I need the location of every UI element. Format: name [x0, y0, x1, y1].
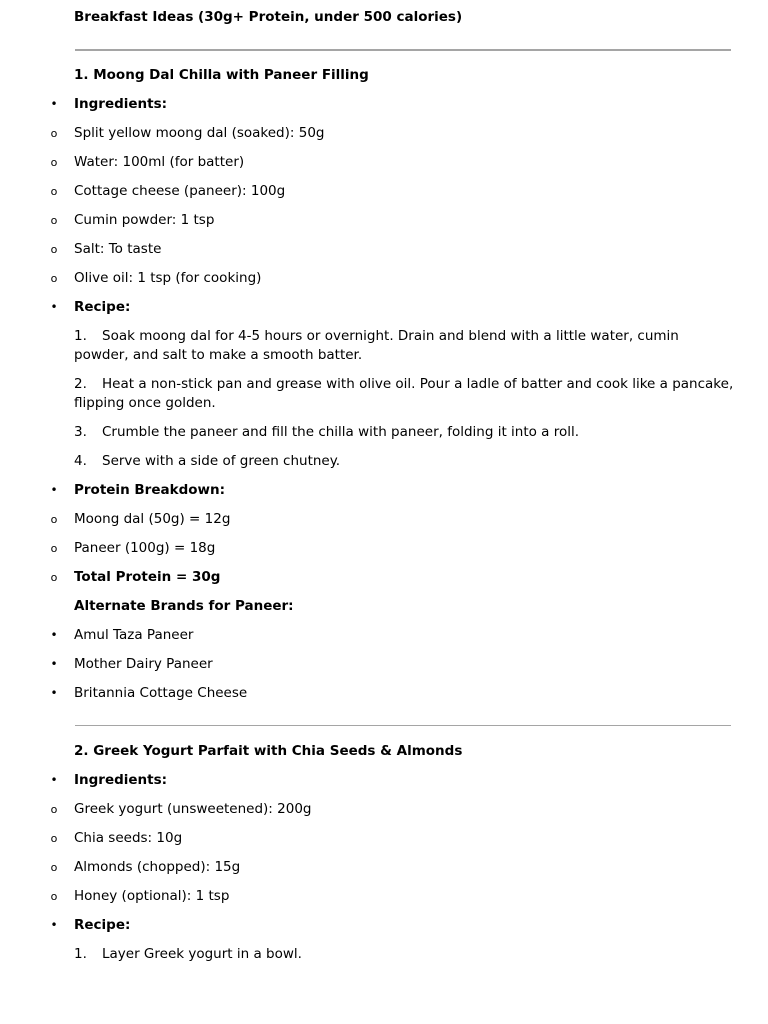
bullet-circle: o	[50, 272, 58, 285]
list-item: Honey (optional): 1 tsp	[74, 888, 230, 904]
protein-total: Total Protein = 30g	[74, 569, 221, 585]
bullet-circle: o	[50, 861, 58, 874]
bullet-disc: •	[50, 628, 58, 642]
divider	[75, 49, 731, 51]
recipe-label: Recipe:	[74, 917, 131, 933]
bullet-circle: o	[50, 185, 58, 198]
bullet-disc: •	[50, 773, 58, 787]
bullet-circle: o	[50, 214, 58, 227]
step-number: 1.	[74, 946, 87, 962]
bullet-circle: o	[50, 127, 58, 140]
bullet-disc: •	[50, 97, 58, 111]
bullet-disc: •	[50, 657, 58, 671]
bullet-disc: •	[50, 483, 58, 497]
step-number: 4.	[74, 453, 87, 469]
ingredients-label: Ingredients:	[74, 96, 168, 112]
list-item: Cumin powder: 1 tsp	[74, 212, 215, 228]
bullet-disc: •	[50, 300, 58, 314]
bullet-circle: o	[50, 571, 58, 584]
list-item: Amul Taza Paneer	[74, 627, 194, 643]
bullet-circle: o	[50, 243, 58, 256]
list-item: Olive oil: 1 tsp (for cooking)	[74, 270, 262, 286]
ingredients-label: Ingredients:	[74, 772, 168, 788]
recipe-step	[74, 327, 734, 365]
recipe-step	[74, 423, 734, 442]
list-item: Chia seeds: 10g	[74, 830, 183, 846]
list-item: Cottage cheese (paneer): 100g	[74, 183, 286, 199]
bullet-circle: o	[50, 803, 58, 816]
bullet-circle: o	[50, 513, 58, 526]
step-text: Layer Greek yogurt in a bowl.	[102, 946, 302, 962]
recipe-label: Recipe:	[74, 299, 131, 315]
list-item: Salt: To taste	[74, 241, 162, 257]
list-item: Split yellow moong dal (soaked): 50g	[74, 125, 325, 141]
protein-breakdown-label: Protein Breakdown:	[74, 482, 225, 498]
list-item: Moong dal (50g) = 12g	[74, 511, 231, 527]
recipe-step	[74, 945, 734, 964]
step-text: Crumble the paneer and fill the chilla with paneer, folding it into a roll.	[102, 424, 580, 440]
step-text: Heat a non-stick pan and grease with olive oil. Pour a ladle of batter and cook like a pancake, flipping once golden.	[74, 376, 734, 411]
document-title: Breakfast Ideas (30g+ Protein, under 500 calories)	[74, 9, 463, 25]
step-number: 3.	[74, 424, 87, 440]
bullet-circle: o	[50, 832, 58, 845]
list-item: Greek yogurt (unsweetened): 200g	[74, 801, 312, 817]
alternate-brands-label: Alternate Brands for Paneer:	[74, 598, 294, 614]
recipe-1-heading: 1. Moong Dal Chilla with Paneer Filling	[74, 67, 369, 83]
bullet-disc: •	[50, 686, 58, 700]
step-text: Soak moong dal for 4-5 hours or overnight. Drain and blend with a little water, cumin powder, and salt to make a smooth batter.	[74, 328, 679, 363]
bullet-circle: o	[50, 542, 58, 555]
bullet-disc: •	[50, 918, 58, 932]
list-item: Mother Dairy Paneer	[74, 656, 213, 672]
list-item: Paneer (100g) = 18g	[74, 540, 216, 556]
list-item: Almonds (chopped): 15g	[74, 859, 241, 875]
step-number: 1.	[74, 328, 87, 344]
list-item: Britannia Cottage Cheese	[74, 685, 248, 701]
step-text: Serve with a side of green chutney.	[102, 453, 341, 469]
recipe-step	[74, 375, 734, 413]
divider	[75, 725, 731, 726]
bullet-circle: o	[50, 156, 58, 169]
recipe-step	[74, 452, 734, 471]
list-item: Water: 100ml (for batter)	[74, 154, 245, 170]
bullet-circle: o	[50, 890, 58, 903]
step-number: 2.	[74, 376, 87, 392]
recipe-2-heading: 2. Greek Yogurt Parfait with Chia Seeds & Almonds	[74, 743, 463, 759]
